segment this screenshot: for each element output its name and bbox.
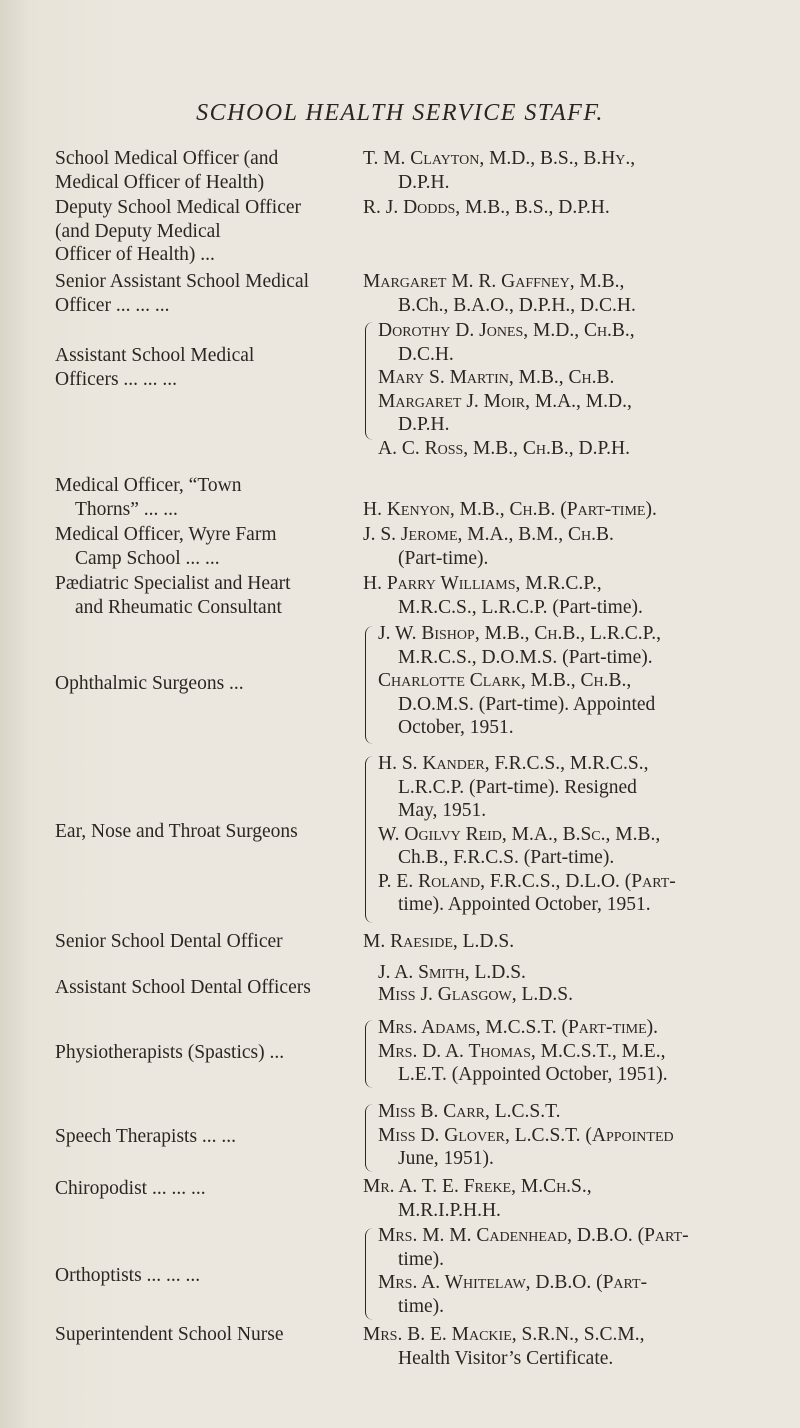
names-medical-officer-wyre-farm [363,523,773,570]
role-deputy-school-medical-officer [55,196,360,267]
name-line: Miss J. Glasgow, L.D.S. [378,984,573,1005]
name-line: D.P.H. [398,414,450,435]
names-assistant-school-dental-officers [378,962,788,1006]
name-line: Miss D. Glover, L.C.S.T. (Appointed [378,1124,674,1146]
role-line: Camp School ... ... [75,547,220,569]
role-superintendent-school-nurse [55,1323,360,1347]
name-line: May, 1951. [398,800,487,821]
names-medical-officer-town-thorns [363,498,773,522]
name-line: Mary S. Martin, M.B., Ch.B. [378,367,615,388]
role-medical-officer-town-thorns [55,474,360,521]
brace [365,756,374,923]
name-line: H. Parry Williams, M.R.C.P., [363,573,602,594]
role-chiropodist [55,1177,360,1201]
name-line: Margaret J. Moir, M.A., M.D., [378,390,632,412]
name-line: L.E.T. (Appointed October, 1951). [398,1064,668,1085]
role-line: Senior School Dental Officer [55,931,283,952]
names-physiotherapists [378,1016,788,1087]
name-line: M.R.C.S., L.R.C.P. (Part-time). [398,596,643,618]
name-line: Health Visitor’s Certificate. [398,1347,614,1369]
name-line: Mr. A. T. E. Freke, M.Ch.S., [363,1176,592,1197]
name-line: R. J. Dodds, M.B., B.S., D.P.H. [363,197,610,218]
names-paediatric-specialist [363,572,773,619]
name-line: J. S. Jerome, M.A., B.M., Ch.B. [363,524,614,545]
name-line: Mrs. M. M. Cadenhead, D.B.O. (Part- [378,1225,689,1246]
role-senior-assistant-school-medical-officer [55,270,360,317]
role-line: Assistant School Medical [55,345,255,366]
names-ophthalmic-surgeons [378,622,788,740]
name-line: L.R.C.P. (Part-time). Resigned [398,776,637,798]
name-line: Mrs. Adams, M.C.S.T. (Part-time). [378,1017,659,1038]
name-line: Ch.B., F.R.C.S. (Part-time). [398,847,615,868]
name-line: time). [398,1248,445,1270]
role-line: Ophthalmic Surgeons ... [55,673,244,694]
name-line: H. Kenyon, M.B., Ch.B. (Part-time). [363,499,657,520]
role-ophthalmic-surgeons [55,672,360,696]
role-line: Orthoptists ... ... ... [55,1265,201,1286]
names-assistant-school-medical-officers [378,319,788,460]
role-line: Physiotherapists (Spastics) ... [55,1042,285,1063]
role-line: Medical Officer of Health) [55,171,265,193]
name-line: J. A. Smith, L.D.S. [378,962,526,983]
name-line: Mrs. B. E. Mackie, S.R.N., S.C.M., [363,1324,645,1345]
role-medical-officer-wyre-farm [55,523,360,570]
name-line: Charlotte Clark, M.B., Ch.B., [378,670,632,691]
role-line: Senior Assistant School Medical [55,271,310,292]
name-line: time). Appointed October, 1951. [398,894,651,915]
name-line: time). [398,1295,445,1317]
role-line: Medical Officer, Wyre Farm [55,524,277,545]
role-line: Speech Therapists ... ... [55,1126,237,1147]
name-line: T. M. Clayton, M.D., B.S., B.Hy., [363,148,636,169]
role-senior-school-dental-officer [55,930,360,954]
names-ear-nose-throat-surgeons [378,752,788,917]
role-line: Superintendent School Nurse [55,1324,284,1345]
role-line: and Rheumatic Consultant [75,596,282,618]
name-line: Dorothy D. Jones, M.D., Ch.B., [378,320,635,341]
name-line: October, 1951. [398,717,514,738]
names-superintendent-school-nurse [363,1323,773,1370]
name-line: B.Ch., B.A.O., D.P.H., D.C.H. [398,294,636,316]
brace [365,626,374,744]
name-line: D.O.M.S. (Part-time). Appointed [398,693,656,715]
name-line: Miss B. Carr, L.C.S.T. [378,1101,561,1122]
name-line: Mrs. A. Whitelaw, D.B.O. (Part- [378,1272,648,1293]
role-line: Deputy School Medical Officer [55,197,302,218]
name-line: Margaret M. R. Gaffney, M.B., [363,271,625,292]
name-line: H. S. Kander, F.R.C.S., M.R.C.S., [378,753,649,774]
role-line: Assistant School Dental Officers [55,977,311,998]
names-senior-school-dental-officer [363,930,773,954]
role-orthoptists [55,1264,360,1288]
page-title: SCHOOL HEALTH SERVICE STAFF. [196,100,604,126]
role-paediatric-specialist [55,572,360,619]
names-chiropodist [363,1175,773,1222]
role-assistant-school-medical-officers [55,344,360,391]
role-line: Ear, Nose and Throat Surgeons [55,821,298,842]
role-physiotherapists [55,1041,360,1065]
role-line: Thorns” ... ... [75,498,178,520]
role-line: Chiropodist ... ... ... [55,1178,206,1199]
name-line: M. Raeside, L.D.S. [363,931,515,952]
name-line: (Part-time). [398,547,489,569]
role-line: Officers ... ... ... [55,368,178,390]
role-line: Pædiatric Specialist and Heart [55,573,291,594]
name-line: M.R.I.P.H.H. [398,1199,501,1221]
name-line: J. W. Bishop, M.B., Ch.B., L.R.C.P., [378,623,662,644]
brace [365,1228,374,1320]
name-line: D.C.H. [398,343,454,365]
name-line: June, 1951). [398,1148,494,1169]
role-ear-nose-throat-surgeons [55,820,385,844]
names-orthoptists [378,1224,788,1318]
role-line: Officer of Health) ... [55,244,215,265]
brace [365,1020,374,1088]
role-line: School Medical Officer (and [55,148,279,169]
name-line: P. E. Roland, F.R.C.S., D.L.O. (Part- [378,870,676,892]
name-line: A. C. Ross, M.B., Ch.B., D.P.H. [378,437,630,459]
name-line: W. Ogilvy Reid, M.A., B.Sc., M.B., [378,823,661,845]
names-deputy-school-medical-officer [363,196,773,220]
role-line: Officer ... ... ... [55,294,170,316]
role-assistant-school-dental-officers [55,976,375,1000]
names-senior-assistant-school-medical-officer [363,270,773,317]
name-line: M.R.C.S., D.O.M.S. (Part-time). [398,646,653,668]
role-speech-therapists [55,1125,360,1149]
role-school-medical-officer [55,147,360,194]
name-line: D.P.H. [398,171,450,193]
names-school-medical-officer [363,147,773,194]
role-line: (and Deputy Medical [55,220,221,242]
role-line: Medical Officer, “Town [55,475,242,496]
brace [365,322,374,440]
names-speech-therapists [378,1100,788,1171]
name-line: Mrs. D. A. Thomas, M.C.S.T., M.E., [378,1040,666,1062]
brace [365,1104,374,1172]
